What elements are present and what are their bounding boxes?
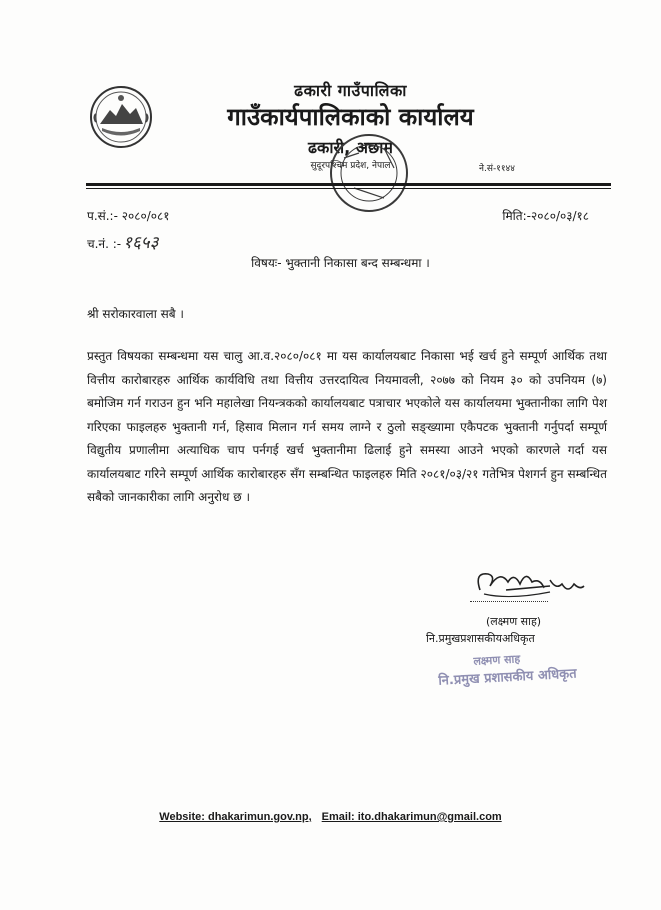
office-seal-icon	[324, 128, 414, 218]
signature-line	[470, 601, 548, 602]
signature-icon	[470, 560, 588, 610]
letter-reference-number: प.सं.:- २०८०/०८१	[87, 209, 170, 223]
dispatch-label: च.नं. :-	[87, 237, 122, 251]
dispatch-handwritten: १६५३	[123, 233, 159, 253]
province-line: सुदूरपश्चिम प्रदेश, नेपाल	[310, 161, 391, 171]
letter-subject: विषयः- भुक्तानी निकासा बन्द सम्बन्धमा ।	[251, 256, 430, 270]
contact-footer	[0, 811, 661, 823]
signatory-name: (लक्ष्मण साह)	[486, 615, 542, 628]
footer-email[interactable]: Email: ito.dhakarimun@gmail.com	[321, 811, 502, 823]
footer-website[interactable]: Website: dhakarimun.gov.np,	[159, 811, 312, 823]
registration-number: ने.सं-११४४	[479, 164, 515, 174]
letter-body: प्रस्तुत विषयका सम्बन्धमा यस चालु आ.व.२०८०/०८१ मा यस कार्यालयबाट निकासा भई खर्च हुने सम्पूर्ण आर्थिक तथा वित्तीय कारोबारहरु आर्थिक कार्यविधि तथा वित्तीय उत्तरदायित्व नियमावली, २०७७ को नियम ३० को उपनियम (७) बमोजिम गर्न गराउन हुन भनि महालेखा नियन्त्रकको कार्यालयबाट पत्राचार भएकोले यस कार्यालयमा भुक्तानीका लागि पेश गरिएका फाइलहरु भुक्तानी गर्न, हिसाव मिलान गर्न समय लाग्ने र ठुलो सङ्ख्यामा एकैपटक भुक्तानी गर्नुपर्दा सम्पूर्ण विद्युतीय प्रणालीमा अत्याधिक चाप पर्नगई खर्च भुक्तानीमा ढिलाई हुने समस्या आउने भएको कारणले गर्दा यस कार्यालयबाट गरिने सम्पूर्ण आर्थिक कारोबारहरु सँग सम्बन्धित फाइलहरु मिति २०८१/०३/२१ गतेभित्र पेशगर्न हुन सम्बन्धित सबैको जानकारीका लागि अनुरोध छ ।	[87, 349, 607, 504]
salutation: श्री सरोकारवाला सबै ।	[87, 307, 184, 321]
signatory-title: नि.प्रमुखप्रशासकीयअधिकृत	[426, 632, 535, 645]
name-stamp-name: लक्ष्मण साह	[473, 652, 521, 668]
header-rule-thin	[86, 188, 611, 189]
letter-date: मिति:-२०८०/०३/१८	[502, 209, 589, 223]
header-rule	[86, 183, 611, 186]
name-stamp	[433, 648, 587, 696]
dispatch-number	[87, 230, 158, 253]
municipality-name: ढकारी गाउँपालिका	[294, 81, 407, 100]
office-name: गाउँकार्यपालिकाको कार्यालय	[227, 103, 474, 131]
name-stamp-title: नि.प्रमुख प्रशासकीय अधिकृत	[437, 666, 577, 689]
office-location: ढकारी, अछाम	[308, 138, 393, 157]
